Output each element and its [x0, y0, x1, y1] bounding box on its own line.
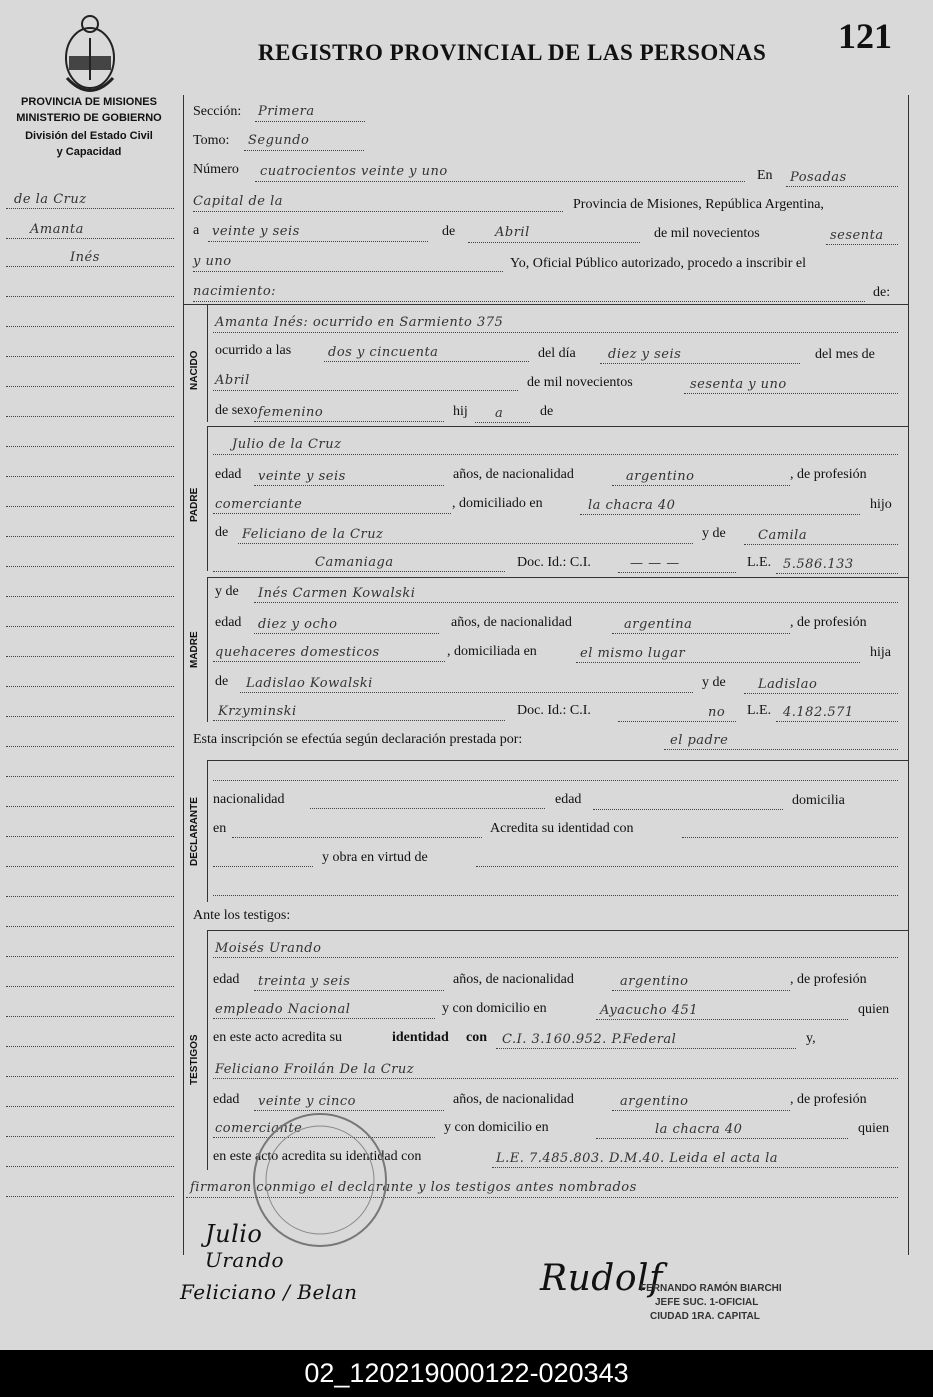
t1-nac-value: argentino — [620, 974, 689, 989]
t2-dom-value: la chacra 40 — [655, 1122, 743, 1137]
coat-of-arms-icon — [55, 8, 125, 96]
ci-madre-value: no — [708, 705, 726, 720]
prof-madre-label: , de profesión — [790, 615, 867, 630]
hija-label: hija — [870, 645, 891, 660]
t1-identidad-label: identidad — [392, 1030, 449, 1045]
official-seal-icon — [245, 1105, 395, 1255]
mil-nac-label: de mil novecientos — [527, 375, 633, 390]
mes-value: Abril — [495, 225, 530, 240]
t1-dom-value: Ayacucho 451 — [600, 1003, 699, 1018]
tomo-value: Segundo — [248, 133, 310, 148]
mil-label: de mil novecientos — [654, 226, 760, 241]
profesion-madre: quehaceres domesticos — [215, 645, 380, 660]
t1-doc-value: C.I. 3.160.952. P.Federal — [502, 1032, 677, 1047]
ocurrido-label: ocurrido a las — [215, 343, 292, 358]
tomo-label: Tomo: — [193, 133, 230, 148]
del-dia-label: del día — [538, 346, 576, 361]
numero-value: cuatrocientos veinte y uno — [260, 164, 448, 179]
hijo-label: hijo — [870, 497, 892, 512]
t1-edad-label: edad — [213, 972, 240, 987]
anio2-value: y uno — [193, 254, 232, 269]
closing-text: firmaron conmigo el declarante y los testigos antes nombrados — [190, 1180, 637, 1195]
hij-suffix: a — [495, 406, 504, 421]
hij-label: hij — [453, 404, 468, 419]
stamp-office: CIUDAD 1RA. CAPITAL — [650, 1311, 760, 1322]
margin-note: Inés — [70, 250, 100, 265]
t1-con-label: con — [466, 1030, 487, 1045]
y-de-madre-label2: y de — [702, 675, 726, 690]
signature-witness1: Urando — [205, 1248, 285, 1272]
madre-nombre: Inés Carmen Kowalski — [258, 586, 416, 601]
t1-edad-value: treinta y seis — [258, 974, 351, 989]
document-code: 02_120219000122-020343 — [0, 1350, 933, 1397]
madre-de-padre-value2: Camaniaga — [315, 555, 394, 570]
ci-padre-value: — — — — [630, 556, 680, 571]
obra-decl-label: y obra en virtud de — [322, 850, 428, 865]
nac-padre-label: años, de nacionalidad — [453, 467, 574, 482]
nac-decl-label: nacionalidad — [213, 792, 285, 807]
provincia-label: Provincia de Misiones, República Argentina, — [573, 197, 824, 212]
padre-nombre: Julio de la Cruz — [232, 437, 342, 452]
testigo1-nombre: Moisés Urando — [215, 941, 322, 956]
padre-de-value: Feliciano de la Cruz — [242, 527, 384, 542]
de-padre-label: de — [215, 525, 229, 540]
t2-acto-label: en este acto acredita su identidad con — [213, 1149, 422, 1164]
testigos-label: Ante los testigos: — [193, 908, 291, 923]
de-label: de — [442, 224, 456, 239]
edad-madre-value: diez y ocho — [258, 617, 338, 632]
section-nacido: NACIDO — [189, 350, 200, 390]
capacity-label: y Capacidad — [56, 146, 122, 158]
de-end-label: de: — [873, 285, 891, 300]
t2-doc-value: L.E. 7.485.803. D.M.40. Leida el acta la — [496, 1151, 779, 1166]
domicilio-madre: el mismo lugar — [580, 646, 686, 661]
madre-madre-de: Ladislao — [758, 677, 818, 692]
margin-note: de la Cruz — [14, 192, 87, 207]
province-name: PROVINCIA DE MISIONES — [21, 96, 157, 108]
testigo2-nombre: Feliciano Froilán De la Cruz — [215, 1062, 415, 1077]
dom-decl-label: domicilia — [792, 793, 845, 808]
nacionalidad-madre: argentina — [624, 617, 693, 632]
section-madre: MADRE — [189, 631, 200, 668]
t2-nac-label: años, de nacionalidad — [453, 1092, 574, 1107]
section-declarante: DECLARANTE — [189, 797, 200, 866]
hora-value: dos y cincuenta — [328, 345, 439, 360]
t1-quien-label: quien — [858, 1002, 890, 1017]
doc-madre-label: Doc. Id.: C.I. — [517, 703, 591, 718]
seccion-value: Primera — [258, 104, 315, 119]
en-decl-label: en — [213, 821, 227, 836]
t2-dom-label: y con domicilio en — [444, 1120, 549, 1135]
de-madre-label: de — [215, 674, 229, 689]
t2-edad-value: veinte y cinco — [258, 1094, 357, 1109]
section-padre: PADRE — [189, 487, 200, 522]
folio-number: 121 — [838, 16, 892, 56]
dom-padre-label: , domiciliado en — [452, 496, 543, 511]
declaracion-label: Esta inscripción se efectúa según declaración prestada por: — [193, 732, 523, 747]
document-title: REGISTRO PROVINCIAL DE LAS PERSONAS — [258, 40, 767, 65]
acto-value: nacimiento: — [193, 284, 277, 299]
nacionalidad-padre: argentino — [626, 469, 695, 484]
margin-note: Amanta — [30, 222, 84, 237]
y-de-madre-label: y de — [215, 584, 239, 599]
le-madre-label: L.E. — [747, 703, 772, 718]
acredita-decl-label: Acredita su identidad con — [490, 821, 634, 836]
t1-y-label: y, — [806, 1031, 816, 1046]
de-nac-label: de — [540, 404, 554, 419]
edad-decl-label: edad — [555, 792, 582, 807]
y-de-padre-label: y de — [702, 526, 726, 541]
del-mes-label: del mes de — [815, 347, 875, 362]
division-name: División del Estado Civil — [25, 130, 153, 142]
edad-padre-value: veinte y seis — [258, 469, 346, 484]
section-testigos: TESTIGOS — [189, 1034, 200, 1085]
oficial-label: Yo, Oficial Público autorizado, procedo a inscribir el — [510, 256, 807, 271]
t2-prof-label: , de profesión — [790, 1092, 867, 1107]
t1-dom-label: y con domicilio en — [442, 1001, 547, 1016]
t2-quien-label: quien — [858, 1121, 890, 1136]
profesion-padre: comerciante — [215, 497, 303, 512]
le-madre-value: 4.182.571 — [783, 705, 854, 720]
stamp-role: JEFE SUC. 1-OFICIAL — [655, 1297, 759, 1308]
le-padre-value: 5.586.133 — [783, 557, 854, 572]
dia-value: veinte y seis — [212, 224, 300, 239]
signature-official: Rudolf — [540, 1258, 663, 1299]
prestada-por-value: el padre — [670, 733, 729, 748]
en-label: En — [757, 168, 773, 183]
t1-prof-value: empleado Nacional — [215, 1002, 351, 1017]
edad-madre-label: edad — [215, 615, 242, 630]
doc-padre-label: Doc. Id.: C.I. — [517, 555, 591, 570]
ministry-name: MINISTERIO DE GOBIERNO — [16, 112, 162, 124]
edad-padre-label: edad — [215, 467, 242, 482]
t1-prof-label: , de profesión — [790, 972, 867, 987]
nac-madre-label: años, de nacionalidad — [451, 615, 572, 630]
a-label: a — [193, 223, 200, 238]
anio1-value: sesenta — [830, 228, 884, 243]
t1-acto-label: en este acto acredita su — [213, 1030, 343, 1045]
t2-prof-value: comerciante — [215, 1121, 303, 1136]
ciudad-value: Posadas — [790, 170, 847, 185]
anio-nac-value: sesenta y uno — [690, 377, 787, 392]
dom-madre-label: , domiciliada en — [447, 644, 537, 659]
stamp-name: FERNANDO RAMÓN BIARCHI — [640, 1283, 782, 1294]
ciudad2-value: Capital de la — [193, 194, 283, 209]
signature-father: Julio — [205, 1220, 263, 1248]
sexo-label: de sexo — [215, 403, 258, 418]
t1-nac-label: años, de nacionalidad — [453, 972, 574, 987]
prof-padre-label: , de profesión — [790, 467, 867, 482]
mes-nac-value: Abril — [215, 373, 250, 388]
t2-nac-value: argentino — [620, 1094, 689, 1109]
nacido-nombre: Amanta Inés: ocurrido en Sarmiento 375 — [215, 315, 504, 330]
madre-madre-de2: Krzyminski — [218, 704, 297, 719]
madre-de-padre-value: Camila — [758, 528, 808, 543]
domicilio-padre: la chacra 40 — [588, 498, 676, 513]
dia-nac-value: diez y seis — [608, 347, 682, 362]
sexo-value: femenino — [258, 405, 324, 420]
madre-padre-de: Ladislao Kowalski — [246, 676, 373, 691]
numero-label: Número — [193, 162, 239, 177]
le-padre-label: L.E. — [747, 555, 772, 570]
signature-witness2: Feliciano / Belan — [180, 1280, 358, 1304]
seccion-label: Sección: — [193, 104, 242, 119]
t2-edad-label: edad — [213, 1092, 240, 1107]
